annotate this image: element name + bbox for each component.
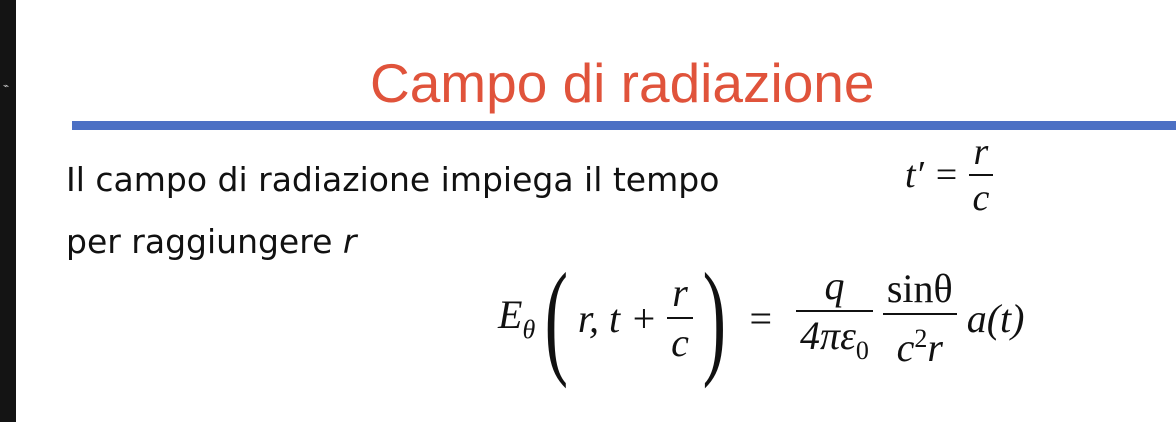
field-E-subscript: θ [522,315,536,344]
formula-radiation-field [498,247,1025,389]
formula-time-numerator: r [973,131,989,173]
formula-time-denominator: c [969,174,994,220]
charge-denominator-main: 4πε [800,312,856,358]
equals-sign: = [749,295,773,341]
args-denominator: c [667,317,693,367]
angle-denominator-c: c [896,324,915,370]
args-fraction [667,269,693,367]
args-numerator: r [672,270,688,315]
text-line-2-prefix: per raggiungere [66,222,343,261]
edge-glyph-icon: ⌁ [3,81,10,92]
angle-denominator [883,313,957,372]
text-line-2 [66,222,356,261]
text-line-1: Il campo di radiazione impiega il tempo [66,160,720,199]
angle-denominator-exponent: 2 [914,323,928,353]
field-args: r, t + [577,295,658,341]
text-line-2-variable: r [342,222,357,261]
charge-numerator: q [824,262,845,308]
field-E: E [498,292,523,337]
formula-time-lhs: t′ = [905,154,960,196]
charge-denominator-subscript: 0 [855,335,869,365]
title-divider [72,121,1176,130]
slide-title: Campo di radiazione [370,52,875,114]
acceleration-term: a(t) [966,295,1025,341]
formula-time-fraction [969,130,994,220]
formula-retarded-time [905,130,993,220]
right-paren: ) [702,247,726,389]
angle-fraction [883,265,957,372]
charge-denominator [796,310,873,375]
angle-denominator-r: r [927,324,943,370]
left-paren: ( [544,247,569,389]
angle-numerator: sinθ [886,265,953,311]
charge-fraction [796,262,873,375]
field-symbol [498,291,535,345]
